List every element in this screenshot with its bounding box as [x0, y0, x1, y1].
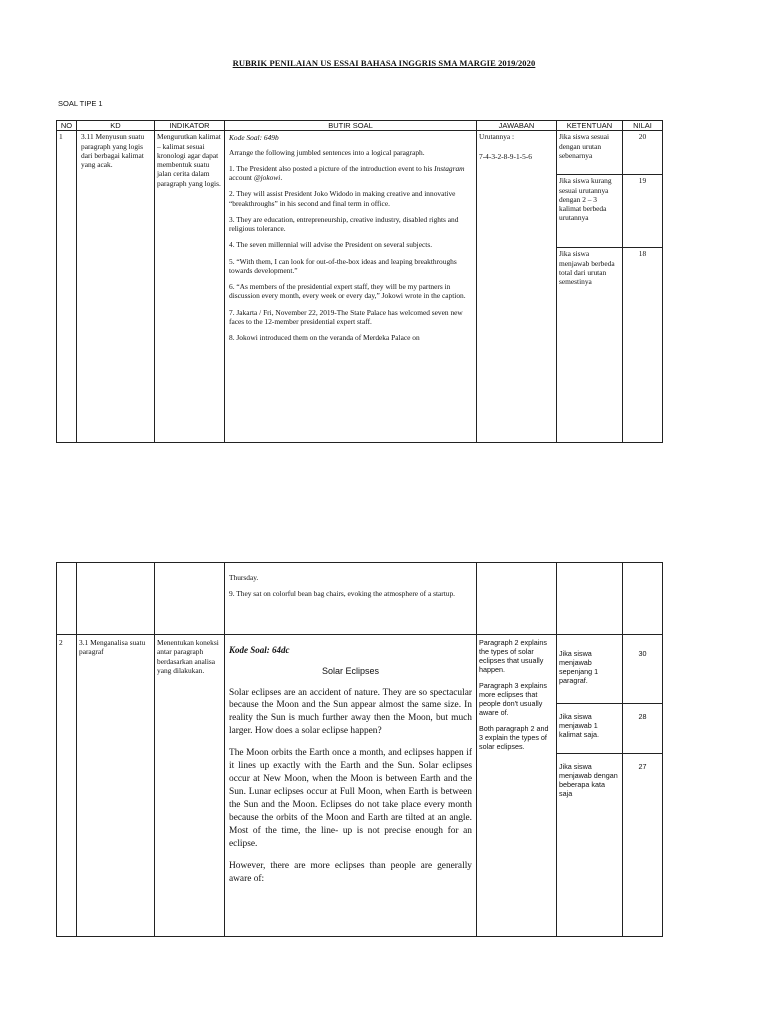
ketentuan-cell: [557, 563, 623, 635]
table-row: [57, 131, 663, 443]
header-ketentuan: KETENTUAN: [557, 121, 623, 131]
sentence-9: 9. They sat on colorful bean bag chairs, evoking the atmosphere of a startup.: [229, 589, 456, 599]
kd-cell: [77, 563, 155, 635]
jawaban-cell: [477, 131, 557, 443]
jawaban-cell: [477, 635, 557, 937]
ketentuan-item: Jika siswa menjawab sepenjang 1 paragraf.: [559, 649, 599, 685]
sentence-6: 6. “As members of the presidential expert staff, they will be my partners in discussion every month, every week or every day,” Jokowi wrote in the caption.: [229, 282, 466, 301]
jawaban-item: Both paragraph 2 and 3 explain the types of solar eclipses.: [479, 724, 549, 751]
sentence-4: 4. The seven millennial will advise the President on several subjects.: [229, 240, 433, 250]
header-indikator: INDIKATOR: [155, 121, 225, 131]
passage-title: Solar Eclipses: [321, 666, 380, 677]
ketentuan-item: Jika siswa menjawab 1 kalimat saja.: [557, 703, 622, 753]
kd-cell: 3.1 Menganalisa suatu paragraf: [77, 635, 155, 937]
jawaban-item: Paragraph 2 explains the types of solar eclipses that usually happen.: [479, 638, 547, 674]
passage-paragraph-1: Solar eclipses are an accident of nature. They are so spectacular because the Moon and the Sun appear almost the same size. In reality the Sun is much further away then the Moon, but much larger. How does a solar eclipse happen?: [229, 687, 472, 737]
passage-paragraph-2: The Moon orbits the Earth once a month, and eclipses happen if it lines up exactly with the Earth and the Sun. Solar eclipses occur at New Moon, when the Moon is between Earth and the Sun. Lunar eclipses occur at Full Moon, when Earth is between the Sun and the Moon. Eclipses do not take place every month because the orbits of the Moon and Earth are tilted at an angle. Most of the time, the line- up is not precise enough for an eclipse.: [229, 748, 472, 850]
sentence-5: 5. “With them, I can look for out-of-the-box ideas and leaping breakthroughs towards development.”: [229, 256, 457, 275]
ketentuan-item: Jika siswa menjawab dengan beberapa kata saja: [557, 753, 622, 799]
header-nilai: NILAI: [623, 121, 663, 131]
passage-paragraph-3: However, there are more eclipses than people are generally aware of:: [229, 861, 472, 885]
header-butir-soal: BUTIR SOAL: [225, 121, 477, 131]
document-title: RUBRIK PENILAIAN US ESSAI BAHASA INGGRIS SMA MARGIE 2019/2020: [232, 58, 536, 68]
indikator-cell: Menentukan koneksi antar paragraph berdasarkan analisa yang dilakukan.: [155, 635, 225, 937]
sentence-2: 2. They will assist President Joko Widodo in making creative and innovative “breakthroughs” in his second and final term in office.: [229, 189, 456, 208]
jawaban-value: 7-4-3-2-8-9-1-5-6: [479, 151, 532, 161]
nilai-value: 30: [638, 649, 647, 658]
nilai-value: 20: [638, 132, 647, 142]
header-jawaban: JAWABAN: [477, 121, 557, 131]
nilai-value: 18: [623, 247, 662, 259]
row-number: 2: [57, 635, 77, 937]
ketentuan-cell: [557, 635, 623, 937]
table-row: [57, 635, 663, 937]
kode-soal: Kode Soal: 64dc: [229, 645, 290, 655]
ketentuan-item: Jika siswa sesuai dengan urutan sebenarnya: [559, 132, 610, 160]
jawaban-cell: [477, 563, 557, 635]
nilai-cell: [623, 635, 663, 937]
row-number: [57, 563, 77, 635]
ketentuan-item: Jika siswa menjawab berbeda total dari urutan semestinya: [557, 247, 622, 287]
row-number: 1: [57, 131, 77, 443]
sentence-8: 8. Jokowi introduced them on the veranda of Merdeka Palace on: [229, 333, 420, 343]
kode-soal: Kode Soal: 649b: [229, 133, 279, 143]
kd-cell: 3.11 Menyusun suatu paragraph yang logis dari berbagai kalimat yang acak.: [77, 131, 155, 443]
header-kd: KD: [77, 121, 155, 131]
nilai-value: 19: [623, 174, 662, 247]
table-header-row: [57, 121, 663, 131]
rubric-table-page-1: [56, 120, 663, 443]
sentence-1: 1. The President also posted a picture of the introduction event to his Instagram account @jokowi.: [229, 163, 465, 183]
sentence-3: 3. They are education, entrepreneurship, creative industry, disabled rights and religious tolerance.: [229, 214, 459, 234]
sentence-8-end: Thursday.: [229, 573, 259, 582]
butir-soal-cell: [225, 131, 477, 443]
section-label: SOAL TIPE 1: [58, 99, 103, 108]
ketentuan-cell: [557, 131, 623, 443]
jawaban-item: Paragraph 3 explains more eclipses that people don't usually aware of.: [479, 681, 547, 717]
rubric-table-page-2: [56, 562, 663, 937]
sentence-7: 7. Jakarta / Fri, November 22, 2019-The State Palace has welcomed seven new faces to the 12-member presidential expert staff.: [229, 307, 463, 326]
nilai-value: 27: [623, 753, 662, 772]
header-no: NO: [57, 121, 77, 131]
table-row-continued: [57, 563, 663, 635]
nilai-cell: [623, 563, 663, 635]
butir-soal-cell: [225, 635, 477, 937]
nilai-cell: [623, 131, 663, 443]
nilai-value: 28: [623, 703, 662, 753]
indikator-cell: [155, 563, 225, 635]
jawaban-label: Urutannya :: [479, 132, 515, 142]
ketentuan-item: Jika siswa kurang sesuai urutannya dengan 2 – 3 kalimat berbeda urutannya: [557, 174, 622, 247]
butir-soal-cell: [225, 563, 477, 635]
instruction: Arrange the following jumbled sentences into a logical paragraph.: [229, 147, 425, 157]
indikator-cell: Mengurutkan kalimat – kalimat sesuai kronologi agar dapat membentuk suatu jalan cerita dalam paragraph yang logis.: [155, 131, 225, 443]
